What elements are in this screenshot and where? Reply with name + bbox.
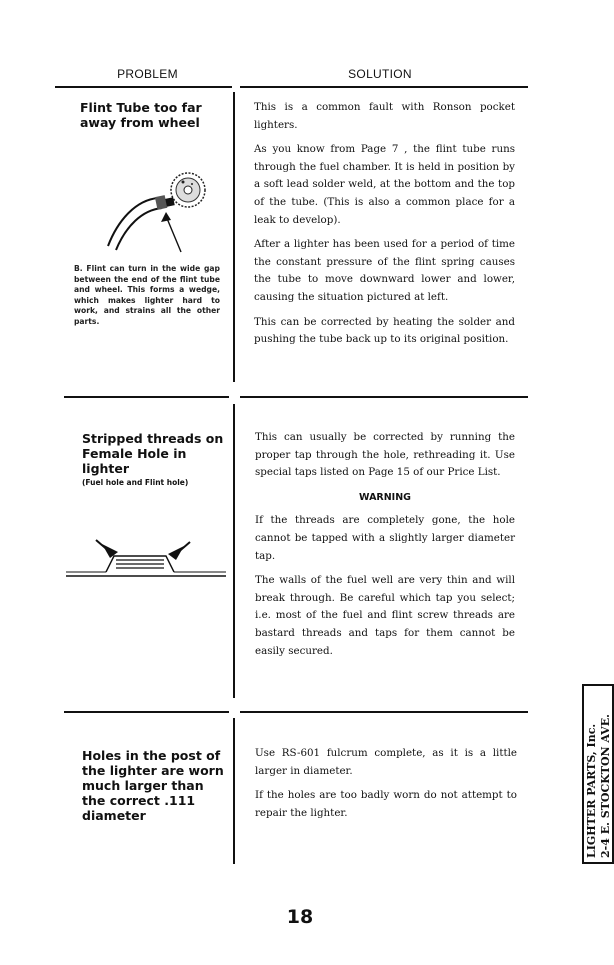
section-1-top-rule-left	[55, 86, 232, 88]
section-2-problem-subtitle: (Fuel hole and Flint hole)	[82, 478, 189, 487]
section-2-solution-paragraph-1: This can usually be corrected by running the proper tap through the hole, rethreading it. Use special taps listed on Page 15 of our Price List.	[255, 431, 515, 479]
solution-header: SOLUTION	[348, 67, 412, 81]
section-3-top-rule-right	[240, 711, 528, 713]
stamp-line-1: LIGHTER PARTS, Inc.	[585, 723, 598, 858]
section-1-solution-paragraph-1: This is a common fault with Ronson pocket lighters.	[254, 101, 515, 131]
warning-heading: WARNING	[359, 491, 411, 503]
section-1-solution	[254, 99, 515, 356]
stripped-threads-illustration	[66, 538, 226, 588]
section-3-top-rule-left	[64, 711, 229, 713]
section-2-divider	[233, 404, 235, 698]
section-1-problem-title: Flint Tube too far away from wheel	[80, 100, 202, 130]
lighter-parts-stamp	[582, 684, 614, 864]
page-number: 18	[286, 906, 314, 928]
section-1-solution-paragraph-4: This can be corrected by heating the solder and pushing the tube back up to its original position.	[254, 315, 515, 346]
section-1-solution-paragraph-2: As you know from Page 7 , the flint tube runs through the fuel chamber. It is held in position by a soft lead solder weld, at the bottom and the top of the tube. (This is also a common place for a leak to develop).	[254, 143, 515, 226]
stamp-line-2: 2-4 E. STOCKTON AVE.	[599, 714, 612, 858]
section-2-solution-paragraph-3: The walls of the fuel well are very thin and will break through. Be careful which tap you select; i.e. most of the fuel and flint screw threads are bastard threads and taps for them cannot be easily secured.	[255, 574, 515, 657]
problem-header: PROBLEM	[117, 67, 178, 81]
section-1-caption: B. Flint can turn in the wide gap between the end of the flint tube and wheel. This forms a wedge, which makes lighter hard to work, and strains all the other parts.	[74, 264, 220, 326]
section-3-solution-paragraph-1: Use RS-601 fulcrum complete, as it is a little larger in diameter.	[255, 747, 517, 777]
section-2-solution-paragraph-2: If the threads are completely gone, the hole cannot be tapped with a slightly larger diameter tap.	[255, 514, 515, 562]
section-1-top-rule-right	[240, 86, 528, 88]
section-2-problem-title: Stripped threads on Female Hole in lighter	[82, 431, 224, 476]
section-2-solution	[255, 429, 515, 667]
section-3-problem-title: Holes in the post of the lighter are worn much larger than the correct .111 diameter	[82, 748, 224, 823]
flint-tube-illustration	[96, 160, 226, 260]
section-3-solution	[255, 745, 517, 829]
section-3-solution-paragraph-2: If the holes are too badly worn do not attempt to repair the lighter.	[255, 789, 517, 819]
section-1-divider	[233, 92, 235, 382]
section-1-solution-paragraph-3: After a lighter has been used for a period of time the constant pressure of the flint spring causes the tube to move downward lower and lower, causing the situation pictured at left.	[254, 238, 515, 303]
section-2-top-rule-left	[64, 396, 229, 398]
section-3-divider	[233, 718, 235, 864]
section-2-top-rule-right	[240, 396, 528, 398]
